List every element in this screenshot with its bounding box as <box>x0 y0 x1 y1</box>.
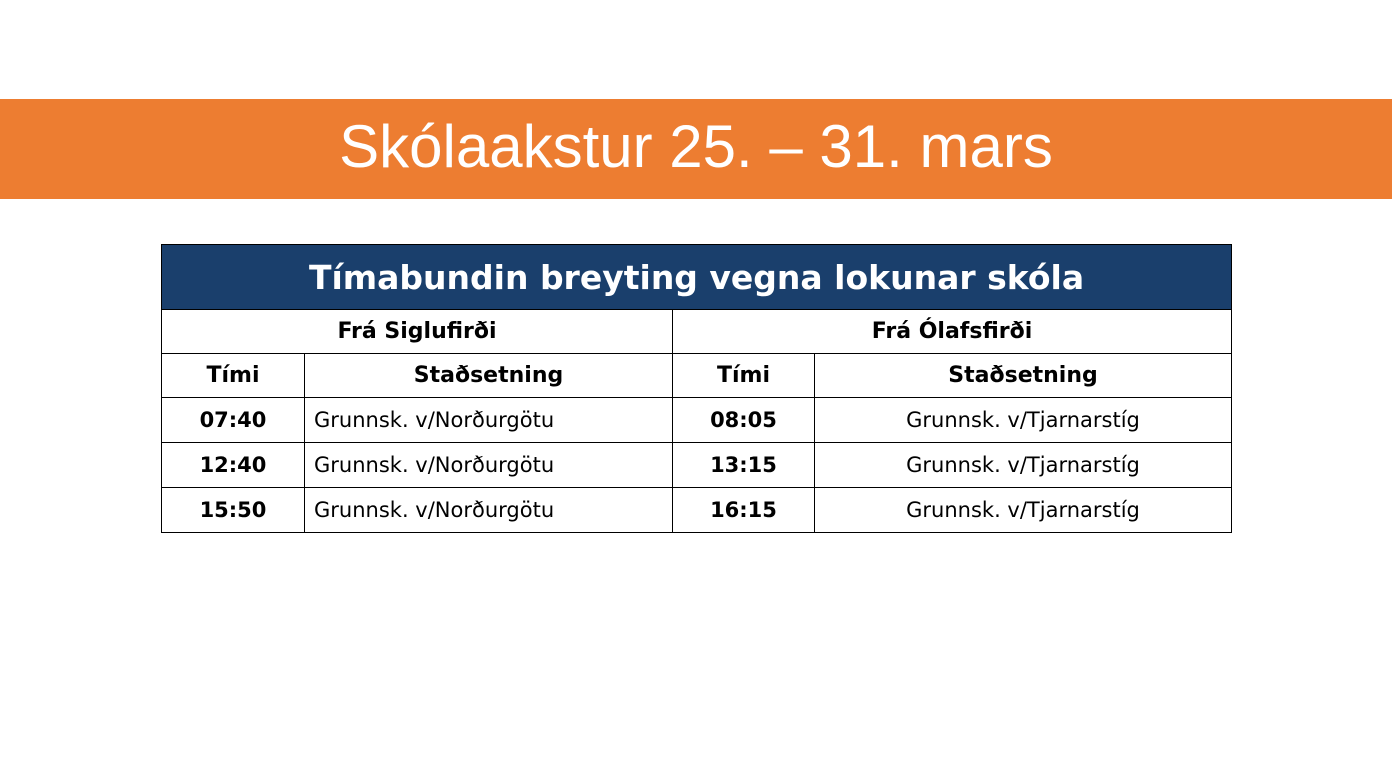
table-row <box>162 488 1232 533</box>
direction-row <box>162 310 1232 354</box>
right-time-cell: 13:15 <box>673 443 815 488</box>
page-title: Skólaakstur 25. – 31. mars <box>339 113 1053 180</box>
left-time-cell: 07:40 <box>162 398 305 443</box>
right-time-cell: 08:05 <box>673 398 815 443</box>
left-location-cell: Grunnsk. v/Norðurgötu <box>305 398 673 443</box>
column-header-row <box>162 354 1232 398</box>
header-left-time: Tími <box>162 354 305 398</box>
title-banner <box>0 99 1392 199</box>
notice-row <box>162 245 1232 310</box>
school-bus-schedule-table <box>161 244 1232 533</box>
header-left-location: Staðsetning <box>305 354 673 398</box>
header-right-location: Staðsetning <box>815 354 1232 398</box>
direction-right: Frá Ólafsfirði <box>673 310 1232 354</box>
direction-left: Frá Siglufirði <box>162 310 673 354</box>
header-right-time: Tími <box>673 354 815 398</box>
right-location-cell: Grunnsk. v/Tjarnarstíg <box>815 488 1232 533</box>
right-location-cell: Grunnsk. v/Tjarnarstíg <box>815 398 1232 443</box>
left-location-cell: Grunnsk. v/Norðurgötu <box>305 488 673 533</box>
table-row <box>162 443 1232 488</box>
notice-heading: Tímabundin breyting vegna lokunar skóla <box>162 245 1232 310</box>
left-time-cell: 15:50 <box>162 488 305 533</box>
right-location-cell: Grunnsk. v/Tjarnarstíg <box>815 443 1232 488</box>
left-location-cell: Grunnsk. v/Norðurgötu <box>305 443 673 488</box>
right-time-cell: 16:15 <box>673 488 815 533</box>
table-row <box>162 398 1232 443</box>
left-time-cell: 12:40 <box>162 443 305 488</box>
